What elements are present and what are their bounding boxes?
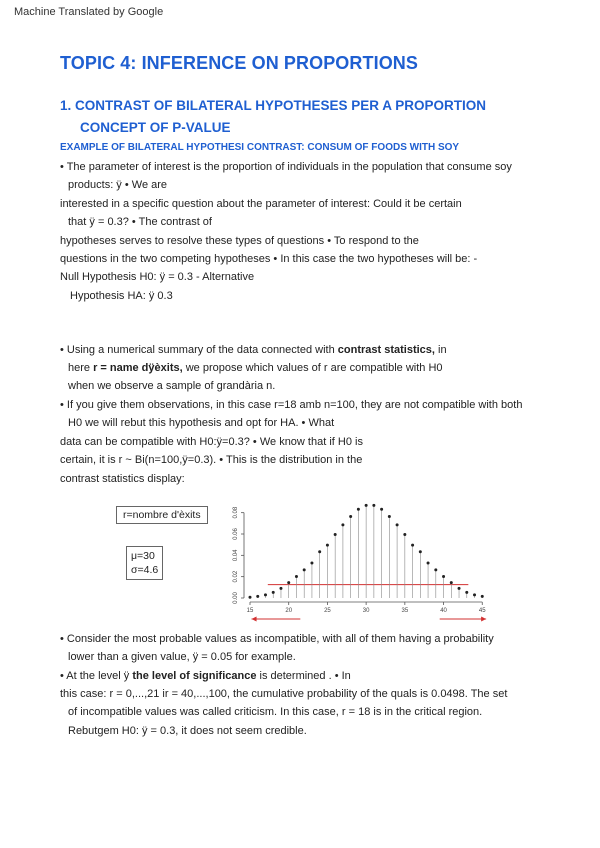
- probability-point: [442, 575, 445, 578]
- right-arrow-head: [481, 617, 486, 622]
- y-tick-label: 0.08: [233, 506, 239, 519]
- probability-point: [334, 533, 337, 536]
- probability-point: [372, 504, 375, 507]
- probability-point: [303, 568, 306, 571]
- para2-line: • If you give them observations, in this case r=18 amb n=100, they are not compatible with both: [60, 399, 523, 411]
- probability-point: [326, 544, 329, 547]
- probability-point: [272, 591, 275, 594]
- para1-line: products: ÿ • We are: [68, 179, 168, 191]
- probability-point: [279, 587, 282, 590]
- para3-line: Rebutgem H0: ÿ = 0.3, it does not seem credible.: [68, 725, 307, 737]
- left-arrow-head: [252, 617, 257, 622]
- probability-point: [264, 593, 267, 596]
- para3-line: • At the level ÿ the level of significance is determined . • In: [60, 670, 351, 682]
- para1-line: that ÿ = 0.3? • The contrast of: [68, 216, 212, 228]
- binomial-distribution-chart: [228, 496, 498, 626]
- para2-line: when we observe a sample of grandària n.: [68, 380, 276, 392]
- x-tick-label: 20: [285, 608, 293, 614]
- para1-line: interested in a specific question about the parameter of interest: Could it be certain: [60, 198, 462, 210]
- probability-point: [419, 550, 422, 553]
- probability-point: [388, 515, 391, 518]
- y-axis: [233, 506, 244, 604]
- section-heading-line2: CONCEPT OF P-VALUE: [80, 120, 231, 135]
- probability-point: [287, 581, 290, 584]
- x-tick-label: 40: [440, 608, 447, 614]
- probability-point: [450, 581, 453, 584]
- probability-point: [427, 562, 430, 565]
- probability-point: [473, 593, 476, 596]
- para3-line: lower than a given value, ÿ = 0.05 for example.: [68, 651, 296, 663]
- para2-line: here r = name dÿèxits, we propose which values of r are compatible with H0: [68, 362, 443, 374]
- probability-point: [349, 515, 352, 518]
- x-tick-label: 15: [246, 608, 254, 614]
- probability-point: [341, 523, 344, 526]
- probability-point: [396, 523, 399, 526]
- y-tick-label: 0.06: [233, 528, 239, 540]
- probability-point: [365, 504, 368, 507]
- para1-line: questions in the two competing hypotheses • In this case the two hypotheses will be: -: [60, 253, 478, 265]
- probability-point: [380, 508, 383, 511]
- page-title: TOPIC 4: INFERENCE ON PROPORTIONS: [60, 53, 419, 73]
- probability-point: [458, 587, 461, 590]
- para3-line: • Consider the most probable values as incompatible, with all of them having a probability: [60, 633, 494, 645]
- probability-point: [249, 596, 252, 599]
- para3-line: this case: r = 0,...,21 ir = 40,...,100, the cumulative probability of the quals is 0.0498. The set: [60, 688, 508, 700]
- probability-point: [481, 595, 484, 598]
- para1-line: • The parameter of interest is the proportion of individuals in the population that consume soy: [60, 161, 512, 173]
- x-axis: [247, 602, 487, 614]
- para1-line: Null Hypothesis H0: ÿ = 0.3 - Alternative: [60, 271, 255, 283]
- example-heading: EXAMPLE OF BILATERAL HYPOTHESI CONTRAST: CONSUM OF FOODS WITH SOY: [60, 142, 460, 153]
- para2-line: certain, it is r ~ Bi(n=100,ÿ=0.3). • This is the distribution in the: [60, 454, 363, 466]
- figure-label-box: r=nombre d'èxits: [116, 506, 208, 524]
- x-tick-label: 45: [478, 608, 486, 614]
- probability-point: [295, 575, 298, 578]
- probability-point: [465, 591, 468, 594]
- y-tick-label: 0.02: [233, 570, 239, 583]
- para2-line: data can be compatible with H0:ÿ=0.3? • We know that if H0 is: [60, 436, 363, 448]
- critical-region-arrows: [252, 617, 487, 622]
- para1-line: hypotheses serves to resolve these types of questions • To respond to the: [60, 235, 419, 247]
- section-heading-line1: 1. CONTRAST OF BILATERAL HYPOTHESES PER A PROPORTION: [60, 98, 487, 113]
- probability-point: [318, 550, 321, 553]
- probability-point: [357, 508, 360, 511]
- x-tick-label: 35: [401, 608, 409, 614]
- x-tick-label: 30: [362, 608, 370, 614]
- figure-mu: μ=30: [131, 550, 155, 562]
- figure-stats-box: [126, 546, 163, 580]
- probability-point: [411, 544, 414, 547]
- para2-line: • Using a numerical summary of the data connected with contrast statistics, in: [60, 344, 447, 356]
- para3-line: of incompatible values was called criticism. In this case, r = 18 is in the critical region.: [68, 706, 483, 718]
- figure-sigma: σ=4.6: [131, 564, 159, 576]
- machine-translated-label: Machine Translated by Google: [14, 6, 164, 18]
- para2-line: contrast statistics display:: [60, 473, 185, 485]
- x-tick-label: 25: [324, 608, 331, 614]
- para1-line: Hypothesis HA: ÿ 0.3: [70, 290, 173, 302]
- probability-point: [256, 595, 259, 598]
- y-tick-label: 0.00: [233, 592, 239, 604]
- probability-point: [403, 533, 406, 536]
- para2-line: H0 we will rebut this hypothesis and opt for HA. • What: [68, 417, 335, 429]
- probability-point: [434, 568, 437, 571]
- probability-point: [310, 562, 313, 565]
- y-tick-label: 0.04: [233, 549, 239, 562]
